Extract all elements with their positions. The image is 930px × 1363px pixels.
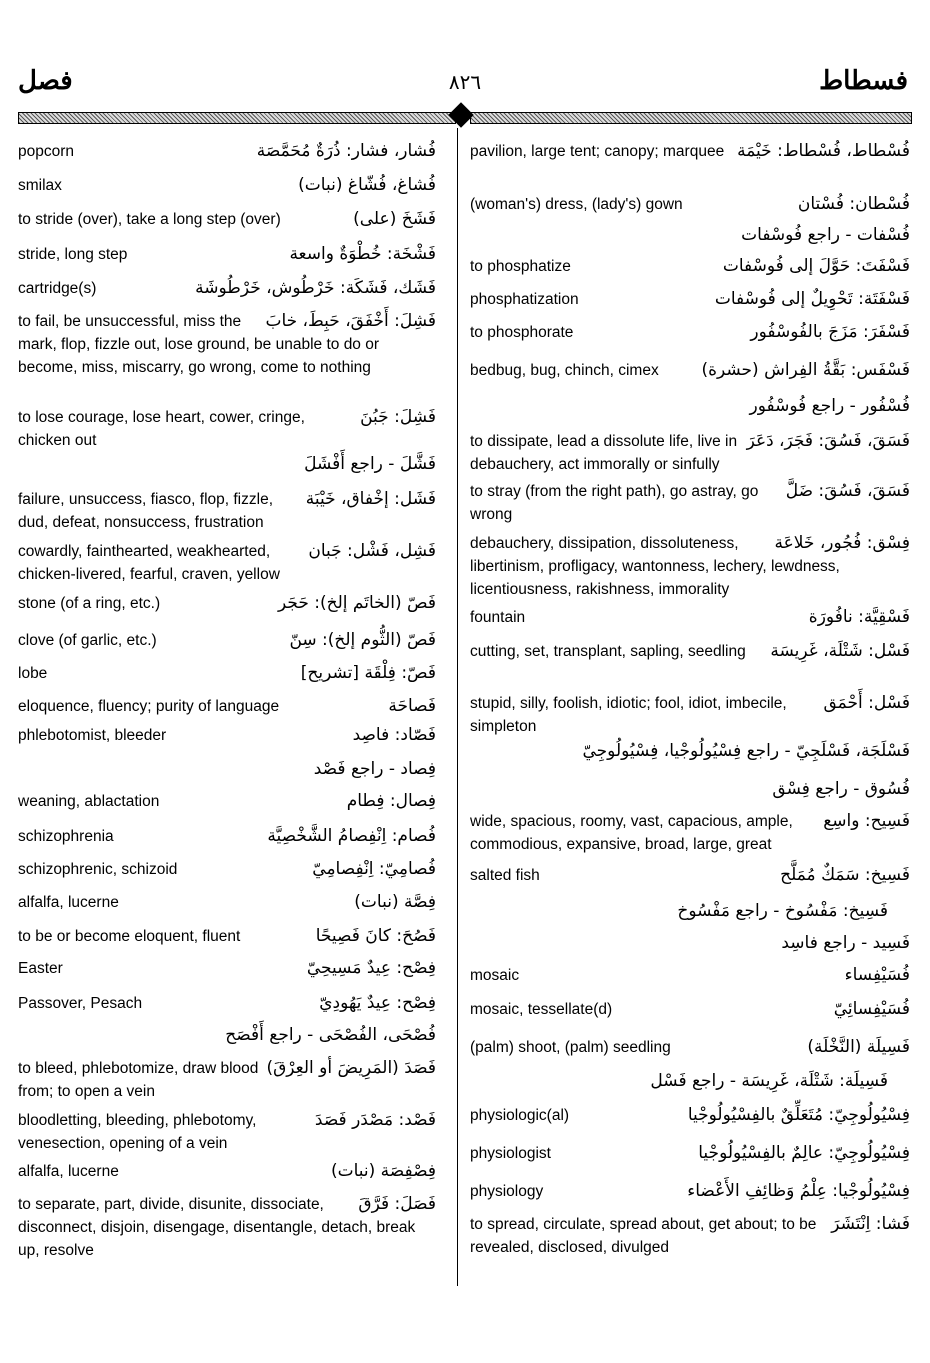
arabic-headword: فُسْطاط، فُسْطاط: خَيْمَة <box>737 141 910 161</box>
dictionary-entry <box>18 208 436 231</box>
arabic-headword: فَسِيخ: مَفْسُوخ - راجع مَفْسُوخ <box>677 901 888 921</box>
arabic-headword: فُسْفُور - راجع فُوسْفُور <box>749 396 910 416</box>
dictionary-entry <box>18 592 436 615</box>
arabic-headword: فِسْيُولُوجِيّ: عالِمٌ بالفِسْيُولُوجْيا <box>698 1143 910 1163</box>
dictionary-entry <box>470 1104 910 1127</box>
english-definition: cowardly, fainthearted, weakhearted, chicken-livered, fearful, craven, yellow <box>18 543 280 583</box>
header-rule-right <box>470 112 912 124</box>
arabic-headword: فَسْفَرَ: مَزَجَ بالفُوسْفُور <box>750 322 910 342</box>
english-definition: physiology <box>470 1183 544 1200</box>
english-definition: salted fish <box>470 867 540 884</box>
english-definition: wide, spacious, roomy, vast, capacious, ample, commodious, expansive, broad, large, great <box>470 813 793 853</box>
dictionary-entry <box>470 1213 910 1259</box>
dictionary-entry <box>470 1036 910 1059</box>
dictionary-entry <box>18 891 436 914</box>
english-definition: to separate, part, divide, disunite, dissociate, disconnect, disjoin, disengage, disentangle, detach, break up, resolve <box>18 1196 416 1259</box>
dictionary-entry <box>18 629 436 652</box>
dictionary-entry <box>18 957 436 980</box>
english-definition: lobe <box>18 665 48 682</box>
dictionary-entry <box>470 480 910 526</box>
arabic-headword: فَشْخَة: خُطْوَةٌ واسعة <box>289 244 436 264</box>
arabic-headword: فَسْل: أَحْمَق <box>823 693 910 713</box>
cross-reference-entry <box>470 224 910 247</box>
dictionary-entry <box>18 488 436 534</box>
cross-reference-entry <box>470 1070 910 1093</box>
arabic-headword: فَسْفَتَة: تَحْوِيلٌ إلى فُوسْفات <box>714 289 910 309</box>
english-definition: stupid, silly, foolish, idiotic; fool, idiot, imbecile, simpleton <box>470 695 787 735</box>
arabic-headword: فَسْقِيَّة: نافُورَة <box>808 607 910 627</box>
cross-reference-entry <box>470 395 910 418</box>
dictionary-entry <box>470 1180 910 1203</box>
arabic-headword: فِسْيُولُوجْيا: عِلْمُ وَظائِفِ الأَعْضاء <box>687 1181 910 1201</box>
english-definition: phosphatization <box>470 291 579 308</box>
english-definition: stone (of a ring, etc.) <box>18 595 161 612</box>
arabic-headword: فَشَل: إخْفاق، خَيْبَة <box>305 489 436 509</box>
column-divider <box>457 128 458 1286</box>
english-definition: pavilion, large tent; canopy; marquee <box>470 143 725 160</box>
english-definition: Passover, Pesach <box>18 995 143 1012</box>
english-definition: to lose courage, lose heart, cower, cringe, chicken out <box>18 409 305 449</box>
arabic-headword: فِصال: فِطام <box>346 791 436 811</box>
arabic-headword: فَسْفَتَ: حَوَّلَ إلى فُوسْفات <box>722 256 910 276</box>
dictionary-entry <box>470 1142 910 1165</box>
arabic-headword: فَصَلَ: فَرَّقَ <box>358 1194 436 1214</box>
arabic-headword: فَشِلَ: جَبُنَ <box>360 407 436 427</box>
english-definition: to phosphatize <box>470 258 571 275</box>
dictionary-entry <box>18 310 436 379</box>
header-left-word: فصل <box>18 66 73 96</box>
cross-reference-entry <box>470 778 910 801</box>
dictionary-entry <box>470 998 910 1021</box>
arabic-headword: فَسْلَجَة، فَسْلَجِيّ - راجع فِسْيُولُوجْيا، فِسْيُولُوجِيّ <box>582 741 910 761</box>
dictionary-entry <box>18 925 436 948</box>
dictionary-entry <box>18 992 436 1015</box>
dictionary-entry <box>18 1193 436 1262</box>
dictionary-entry <box>470 140 910 163</box>
arabic-headword: فِصَّة (نبات) <box>354 892 436 912</box>
arabic-headword: فَصّ: فِلْقَة [تشريح] <box>300 663 436 683</box>
english-definition: Easter <box>18 960 63 977</box>
arabic-headword: فُسُوق - راجع فِسْق <box>772 779 910 799</box>
english-definition: to spread, circulate, spread about, get about; to be revealed, disclosed, divulged <box>470 1216 817 1256</box>
arabic-headword: فَسَقَ، فَسُقَ: ضَلَّ <box>785 481 910 501</box>
dictionary-entry <box>18 1109 436 1155</box>
english-definition: stride, long step <box>18 246 128 263</box>
dictionary-entry <box>18 406 436 452</box>
dictionary-entry <box>470 964 910 987</box>
page-number: ٨٢٦ <box>448 70 482 94</box>
dictionary-entry <box>18 277 436 300</box>
dictionary-entry <box>470 532 910 601</box>
english-definition: physiologic(al) <box>470 1107 570 1124</box>
english-definition: cutting, set, transplant, sapling, seedling <box>470 643 746 660</box>
arabic-headword: فِسْيُولُوجِيّ: مُتَعَلِّقٌ بالفِسْيُولُوجْيا <box>687 1105 910 1125</box>
english-definition: alfalfa, lucerne <box>18 1163 119 1180</box>
english-definition: popcorn <box>18 143 75 160</box>
dictionary-entry <box>18 695 436 718</box>
english-definition: phlebotomist, bleeder <box>18 727 167 744</box>
english-definition: to be or become eloquent, fluent <box>18 928 241 945</box>
english-definition: physiologist <box>470 1145 551 1162</box>
english-definition: to phosphorate <box>470 324 574 341</box>
arabic-headword: فَسْفَس: بَقَّةُ الفِراش (حشرة) <box>701 360 910 380</box>
arabic-headword: فُصْحَى، الفُصْحَى - راجع أَفْصَح <box>225 1025 436 1045</box>
english-definition: to stray (from the right path), go astray, go wrong <box>470 483 759 523</box>
english-definition: bedbug, bug, chinch, cimex <box>470 362 659 379</box>
arabic-headword: فَسِيد - راجع فاسِد <box>781 933 910 953</box>
arabic-headword: فُسَيْفِسائِيّ <box>833 999 910 1019</box>
cross-reference-entry <box>470 932 910 955</box>
header-right-word: فسطاط <box>819 66 908 96</box>
arabic-headword: فَسِيخ: سَمَكٌ مُمَلَّح <box>780 865 910 885</box>
dictionary-entry <box>18 1160 436 1183</box>
arabic-headword: فُشاغ، فُشّاغ (نبات) <box>298 175 436 195</box>
dictionary-entry <box>470 430 910 476</box>
arabic-headword: فُسْفات - راجع فُوسْفات <box>741 225 910 245</box>
cross-reference-entry <box>18 1024 436 1047</box>
arabic-headword: فَشَّلَ - راجع أَفْشَلَ <box>304 454 436 474</box>
dictionary-entry <box>18 1057 436 1103</box>
arabic-headword: فَصّ (الثُّوم إلخ): سِنّ <box>289 630 436 650</box>
arabic-headword: فَصَدَ (المَرِيضَ أو العِرْقَ) <box>266 1058 436 1078</box>
arabic-headword: فَصاحَة <box>388 696 436 716</box>
english-definition: schizophrenic, schizoid <box>18 861 178 878</box>
english-definition: eloquence, fluency; purity of language <box>18 698 280 715</box>
english-definition: schizophrenia <box>18 828 114 845</box>
english-definition: cartridge(s) <box>18 280 97 297</box>
english-definition: to dissipate, lead a dissolute life, live in debauchery, act immorally or sinfully <box>470 433 738 473</box>
dictionary-entry <box>18 825 436 848</box>
arabic-headword: فَصُحَ: كانَ فَصِيحًا <box>315 926 436 946</box>
arabic-headword: فِصْح: عِيدٌ يَهُودِيّ <box>319 993 436 1013</box>
arabic-headword: فِصْفِصَة (نبات) <box>330 1161 436 1181</box>
dictionary-entry <box>18 858 436 881</box>
arabic-headword: فِسْق: فُجُور، خَلاعَة <box>774 533 910 553</box>
arabic-headword: فَسْل: شَتْلَة، غَرِيسَة <box>770 641 910 661</box>
arabic-headword: فِصْح: عِيدٌ مَسِيحِيّ <box>306 958 436 978</box>
english-definition: to bleed, phlebotomize, draw blood from; to open a vein <box>18 1060 259 1100</box>
english-definition: smilax <box>18 177 62 194</box>
english-definition: bloodletting, bleeding, phlebotomy, venesection, opening of a vein <box>18 1112 257 1152</box>
cross-reference-entry <box>18 453 436 476</box>
dictionary-entry <box>470 255 910 278</box>
english-definition: alfalfa, lucerne <box>18 894 119 911</box>
english-definition: mosaic, tessellate(d) <box>470 1001 613 1018</box>
arabic-headword: فَصْد: مَصْدَر فَصَدَ <box>314 1110 436 1130</box>
dictionary-entry <box>18 174 436 197</box>
arabic-headword: فَشِل، فَشْل: جَبان <box>308 541 436 561</box>
arabic-headword: فَشَخَ (على) <box>353 209 436 229</box>
arabic-headword: فَسِيلَة: شَتْلَة، غَرِيسَة - راجع فَسْل <box>650 1071 888 1091</box>
dictionary-entry <box>470 692 910 738</box>
arabic-headword: فَسَقَ، فَسُقَ: فَجَرَ، دَعَرَ <box>746 431 910 451</box>
header-rule-left <box>18 112 456 124</box>
english-definition: failure, unsuccess, fiasco, flop, fizzle, dud, defeat, nonsuccess, frustration <box>18 491 274 531</box>
arabic-headword: فُشار، فشار: ذُرَةٌ مُحَمَّصَة <box>256 141 436 161</box>
arabic-headword: فَشا: اِنْتَشَرَ <box>831 1214 910 1234</box>
dictionary-entry <box>470 359 910 382</box>
dictionary-entry <box>470 810 910 856</box>
dictionary-entry <box>470 288 910 311</box>
dictionary-entry <box>18 662 436 685</box>
arabic-headword: فَشِلَ: أَخْفَقَ، حَبِطَ، خابَ <box>265 311 436 331</box>
arabic-headword: فَصّاد: فاصِد <box>352 725 436 745</box>
dictionary-entry <box>470 193 910 216</box>
cross-reference-entry <box>470 740 910 763</box>
arabic-headword: فَسِيلَة (النَّخْلَة) <box>807 1037 910 1057</box>
dictionary-entry <box>18 724 436 747</box>
dictionary-entry <box>470 640 910 663</box>
cross-reference-entry <box>18 758 436 781</box>
arabic-headword: فَشَك، فَشَكَة: خَرْطُوش، خَرْطُوشَة <box>195 278 436 298</box>
arabic-headword: فُصام: اِنْفِصامُ الشَّخْصِيَّة <box>267 826 436 846</box>
dictionary-entry <box>470 321 910 344</box>
english-definition: weaning, ablactation <box>18 793 160 810</box>
english-definition: to fail, be unsuccessful, miss the mark, flop, fizzle out, lose ground, be unable to do or become, miss, miscarry, go wrong, come to nothing <box>18 313 380 376</box>
arabic-headword: فُسْطان: فُسْتان <box>797 194 910 214</box>
dictionary-entry <box>470 606 910 629</box>
english-definition: to stride (over), take a long step (over) <box>18 211 281 228</box>
english-definition: mosaic <box>470 967 520 984</box>
dictionary-entry <box>18 140 436 163</box>
dictionary-entry <box>470 864 910 887</box>
english-definition: fountain <box>470 609 526 626</box>
cross-reference-entry <box>470 900 910 923</box>
dictionary-entry <box>18 790 436 813</box>
arabic-headword: فَصّ (الخاتَم إلخ): حَجَر <box>278 593 436 613</box>
dictionary-entry <box>18 540 436 586</box>
arabic-headword: فُسَيْفِساء <box>844 965 910 985</box>
english-definition: clove (of garlic, etc.) <box>18 632 157 649</box>
arabic-headword: فَسِيح: واسِع <box>823 811 910 831</box>
arabic-headword: فِصاد - راجع فَصْد <box>313 759 436 779</box>
english-definition: debauchery, dissipation, dissoluteness, libertinism, profligacy, wantonness, lechery, lewdness, licentiousness, rakishness, immorality <box>470 535 840 598</box>
english-definition: (palm) shoot, (palm) seedling <box>470 1039 671 1056</box>
english-definition: (woman's) dress, (lady's) gown <box>470 196 683 213</box>
arabic-headword: فُصامِيّ: اِنْفِصامِيّ <box>312 859 436 879</box>
dictionary-entry <box>18 243 436 266</box>
